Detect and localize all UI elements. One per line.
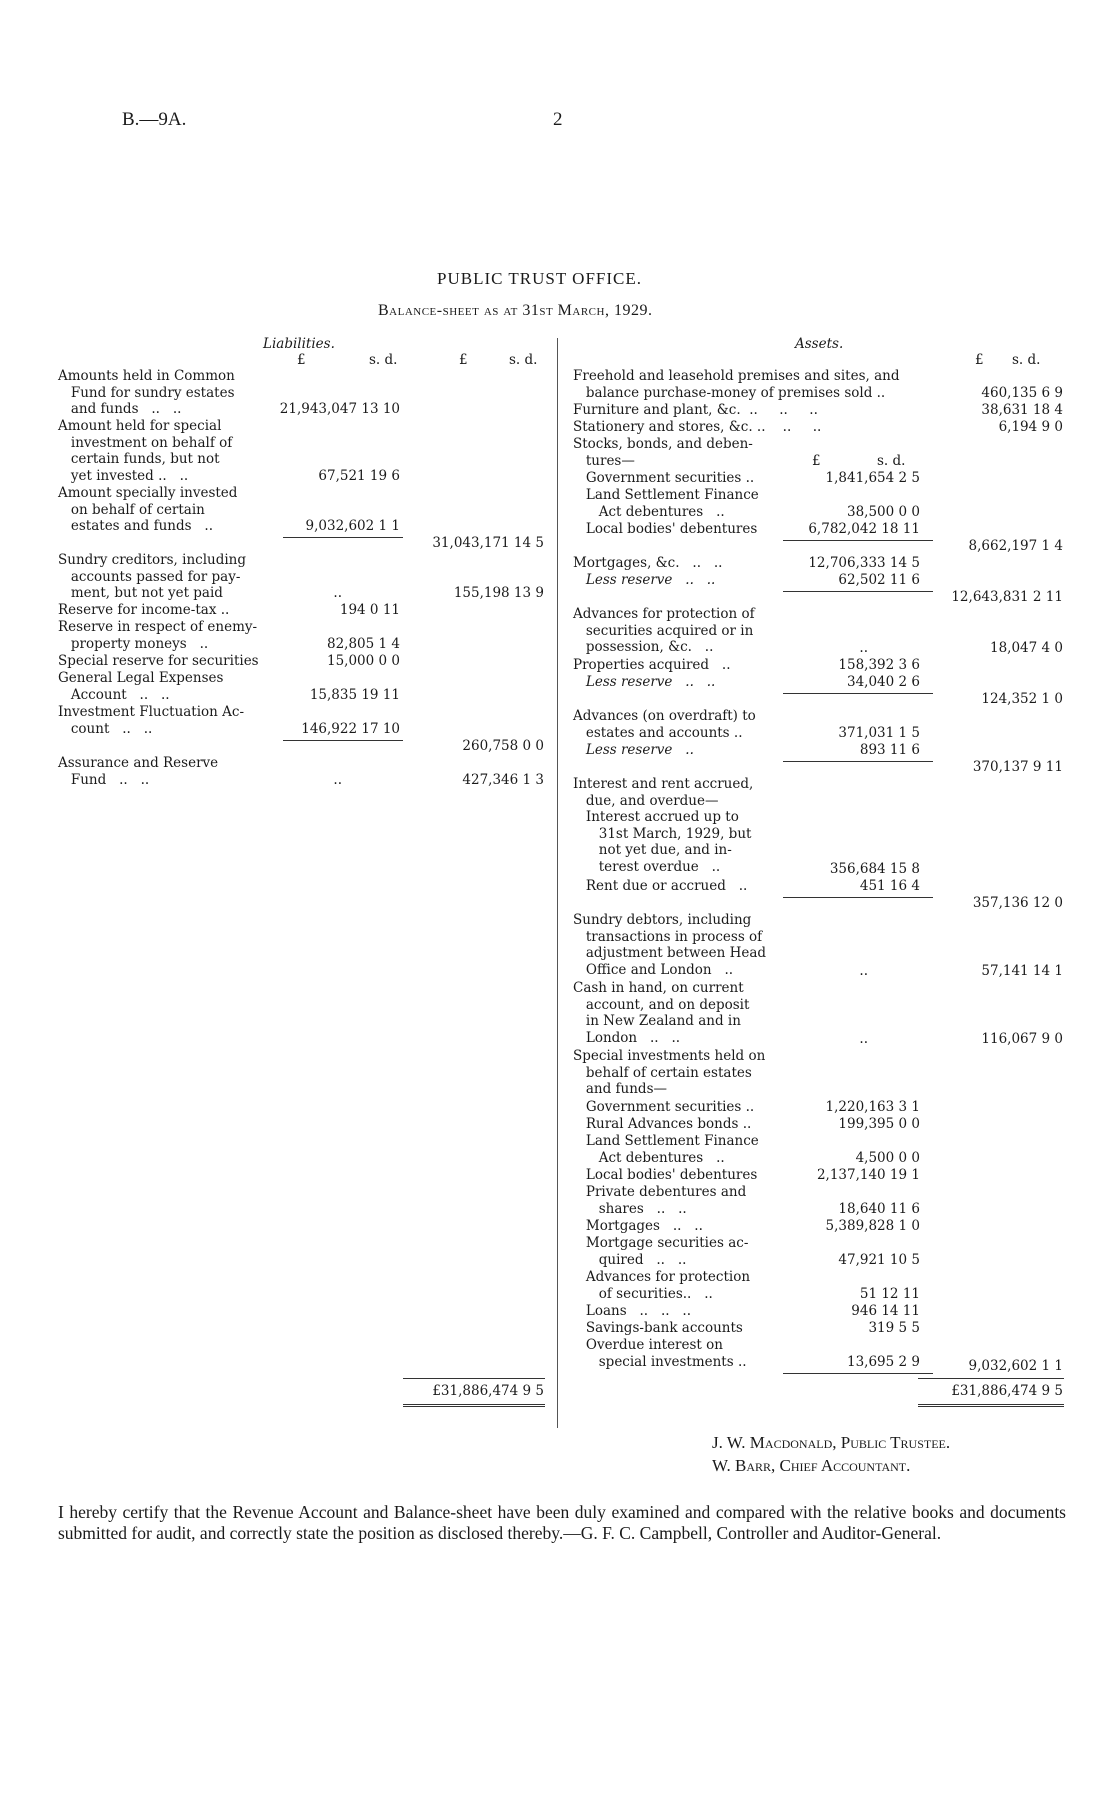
liab-grand-total-double-rule (403, 1404, 545, 1407)
asset-label-cash: Cash in hand, on current account, and on deposit in New Zealand and in London .. .. (573, 980, 750, 1046)
asset-amount-overdraft: 371,031 1 5 (838, 725, 920, 741)
asset-amount-si-government: 1,220,163 3 1 (825, 1099, 920, 1115)
asset-label-furniture: Furniture and plant, &c. .. .. .. (573, 402, 818, 418)
asset-rule-interest (783, 897, 933, 898)
liab-label-sundry-creditors: Sundry creditors, including accounts passed for pay- ment, but not yet paid (58, 552, 247, 602)
liab-amount-common-fund: 21,943,047 13 10 (279, 401, 400, 417)
asset-label-interest-accrued: Interest and rent accrued, due, and overdue— Interest accrued up to 31st March, 1929, but not yet due, and in- terest overdue .. (573, 776, 754, 875)
liab-label-enemy-property: Reserve in respect of enemy- property moneys .. (58, 619, 258, 652)
asset-amount-interest-accrued: 356,684 15 8 (829, 861, 920, 877)
asset-amount-sundry-debtors: .. (859, 963, 868, 979)
liab-amount-specially-invested: 9,032,602 1 1 (305, 518, 400, 534)
liab-label-legal-expenses: General Legal Expenses Account .. .. (58, 670, 224, 703)
liab-label-common-fund: Amounts held in Common Fund for sundry estates and funds .. .. (58, 368, 235, 418)
report-code: B.—9A. (122, 109, 187, 130)
asset-amount-si-mortgage-securities: 47,921 10 5 (838, 1252, 920, 1268)
asset-label-si-overdue-interest: Overdue interest on special investments .. (585, 1337, 747, 1370)
asset-amount-mortgages-reserve: 62,502 11 6 (838, 572, 920, 588)
asset-label-si-mortgage-securities: Mortgage securities ac- quired .. .. (585, 1235, 749, 1268)
asset-label-stocks-bonds: Stocks, bonds, and deben- tures— (573, 436, 753, 469)
asset-total-interest: 357,136 12 0 (972, 895, 1063, 911)
asset-total-special-investments: 9,032,602 1 1 (968, 1358, 1063, 1374)
asset-amount-si-private-debentures: 18,640 11 6 (838, 1201, 920, 1217)
liab-subtotal-rule-1 (283, 537, 403, 538)
asset-label-land-settlement: Land Settlement Finance Act debentures .. (585, 487, 759, 520)
signature-public-trustee: J. W. Macdonald, Public Trustee. (712, 1433, 951, 1452)
asset-total-cash: 116,067 9 0 (981, 1031, 1063, 1047)
asset-total-properties: 124,352 1 0 (981, 691, 1063, 707)
asset-amount-properties: 158,392 3 6 (838, 657, 920, 673)
asset-label-mortgages: Mortgages, &c. .. .. (573, 555, 723, 571)
liab-label-investment-fluctuation: Investment Fluctuation Ac- count .. .. (58, 704, 245, 737)
asset-col-pounds-1: £ (812, 453, 821, 469)
asset-label-sundry-debtors: Sundry debtors, including transactions in process of adjustment between Head Office and London .. (573, 912, 767, 978)
asset-col-pounds-2: £ (975, 352, 984, 368)
asset-amount-local-bodies: 6,782,042 18 11 (808, 521, 920, 537)
document-title: PUBLIC TRUST OFFICE. (437, 269, 642, 288)
liab-col-pounds-2: £ (459, 352, 468, 368)
asset-grand-total-double-rule (918, 1404, 1064, 1407)
liab-label-special-reserve: Special reserve for securities (58, 653, 259, 669)
liab-amount-assurance-fund: .. (333, 772, 342, 788)
liab-grand-total: £31,886,474 9 5 (432, 1383, 544, 1399)
asset-amount-government-securities: 1,841,654 2 5 (825, 470, 920, 486)
liab-amount-special-investment: 67,521 19 6 (318, 468, 400, 484)
asset-total-premises: 460,135 6 9 (981, 385, 1063, 401)
liab-subtotal-funds: 31,043,171 14 5 (432, 535, 544, 551)
liab-amount-sundry-creditors: .. (333, 585, 342, 601)
asset-amount-cash: .. (859, 1031, 868, 1047)
liab-total-sundry-creditors: 155,198 13 9 (453, 585, 544, 601)
asset-label-government-securities: Government securities .. (573, 470, 755, 486)
asset-col-sd-2: s. d. (1012, 352, 1041, 368)
asset-label-properties-reserve: Less reserve .. .. (573, 674, 716, 690)
liab-label-assurance-fund: Assurance and Reserve Fund .. .. (58, 755, 219, 788)
asset-label-overdraft: Advances (on overdraft) to estates and accounts .. (573, 708, 756, 741)
asset-amount-si-advances: 51 12 11 (859, 1286, 920, 1302)
liab-amount-special-reserve: 15,000 0 0 (327, 653, 400, 669)
asset-label-mortgages-reserve: Less reserve .. .. (573, 572, 716, 588)
asset-amount-si-rural-advances: 199,395 0 0 (838, 1116, 920, 1132)
asset-amount-land-settlement: 38,500 0 0 (847, 504, 920, 520)
asset-col-sd-1: s. d. (877, 453, 906, 469)
asset-amount-si-land-settlement: 4,500 0 0 (855, 1150, 920, 1166)
asset-total-furniture: 38,631 18 4 (981, 402, 1063, 418)
liab-amount-investment-fluctuation: 146,922 17 10 (301, 721, 400, 737)
asset-amount-advances-protection: .. (859, 640, 868, 656)
asset-label-premises: Freehold and leasehold premises and sites, and balance purchase-money of premises sold .. (573, 368, 900, 401)
asset-amount-si-mortgages: 5,389,828 1 0 (825, 1218, 920, 1234)
asset-label-advances-protection: Advances for protection of securities acquired or in possession, &c. .. (573, 606, 755, 656)
asset-amount-si-local-bodies: 2,137,140 19 1 (816, 1167, 920, 1183)
liab-subtotal-reserves: 260,758 0 0 (462, 738, 544, 754)
liab-amount-enemy-property: 82,805 1 4 (327, 636, 400, 652)
liab-grand-total-rule (403, 1378, 545, 1379)
asset-label-rent-due: Rent due or accrued .. (573, 878, 748, 894)
asset-rule-overdraft (783, 761, 933, 762)
asset-label-si-government: Government securities .. (573, 1099, 755, 1115)
asset-total-sundry-debtors: 57,141 14 1 (981, 963, 1063, 979)
audit-certificate: I hereby certify that the Revenue Account and Balance-sheet have been duly examined and compared with the relative books and documents submitted for audit, and correctly state the position as disclosed thereby.—G. F. C. Campbell, Controller and Auditor-General. (58, 1502, 1066, 1543)
asset-amount-si-loans: 946 14 11 (851, 1303, 920, 1319)
asset-rule-properties (783, 693, 933, 694)
liab-amount-income-tax: 194 0 11 (339, 602, 400, 618)
asset-label-si-mortgages: Mortgages .. .. (573, 1218, 703, 1234)
asset-amount-mortgages: 12,706,333 14 5 (808, 555, 920, 571)
asset-label-si-savings-bank: Savings-bank accounts (573, 1320, 743, 1336)
asset-amount-properties-reserve: 34,040 2 6 (847, 674, 920, 690)
asset-total-advances-protection: 18,047 4 0 (990, 640, 1063, 656)
liab-total-assurance-fund: 427,346 1 3 (462, 772, 544, 788)
asset-grand-total: £31,886,474 9 5 (951, 1383, 1063, 1399)
liab-col-sd-2: s. d. (509, 352, 538, 368)
asset-amount-si-savings-bank: 319 5 5 (868, 1320, 920, 1336)
asset-rule-mortgages (783, 591, 933, 592)
asset-label-si-rural-advances: Rural Advances bonds .. (573, 1116, 752, 1132)
asset-label-si-advances: Advances for protection of securities.. .. (585, 1269, 751, 1302)
asset-total-stationery: 6,194 9 0 (998, 419, 1063, 435)
liab-amount-legal-expenses: 15,835 19 11 (309, 687, 400, 703)
asset-amount-overdraft-reserve: 893 11 6 (859, 742, 920, 758)
asset-label-special-investments: Special investments held on behalf of certain estates and funds— (573, 1048, 766, 1098)
asset-label-si-land-settlement: Land Settlement Finance Act debentures .. (585, 1133, 759, 1166)
asset-total-overdraft: 370,137 9 11 (972, 759, 1063, 775)
asset-rule-stocks (783, 540, 933, 541)
liab-col-sd-1: s. d. (369, 352, 398, 368)
asset-label-properties: Properties acquired .. (573, 657, 731, 673)
asset-grand-total-rule (918, 1378, 1064, 1379)
signature-chief-accountant: W. Barr, Chief Accountant. (712, 1456, 911, 1475)
asset-label-local-bodies: Local bodies' debentures (573, 521, 758, 537)
document-subtitle: Balance-sheet as at 31st March, 1929. (378, 302, 653, 319)
asset-label-si-private-debentures: Private debentures and shares .. .. (585, 1184, 747, 1217)
asset-total-mortgages: 12,643,831 2 11 (951, 589, 1063, 605)
liab-subtotal-rule-2 (283, 740, 403, 741)
liabilities-heading: Liabilities. (263, 336, 335, 352)
liab-label-special-investment: Amount held for special investment on behalf of certain funds, but not yet invested .. .. (58, 418, 233, 484)
asset-total-stocks: 8,662,197 1 4 (968, 538, 1063, 554)
asset-label-overdraft-reserve: Less reserve .. (573, 742, 694, 758)
liab-col-pounds-1: £ (297, 352, 306, 368)
liab-label-specially-invested: Amount specially invested on behalf of certain estates and funds .. (58, 485, 238, 535)
asset-amount-rent-due: 451 16 4 (859, 878, 920, 894)
asset-amount-si-overdue-interest: 13,695 2 9 (847, 1354, 920, 1370)
column-divider (557, 338, 558, 1428)
assets-heading: Assets. (795, 336, 844, 352)
asset-rule-special-investments (783, 1373, 933, 1374)
asset-label-stationery: Stationery and stores, &c. .. .. .. (573, 419, 822, 435)
liab-label-income-tax: Reserve for income-tax .. (58, 602, 230, 618)
page-number: 2 (553, 109, 563, 130)
asset-label-si-loans: Loans .. .. .. (573, 1303, 692, 1319)
asset-label-si-local-bodies: Local bodies' debentures (573, 1167, 758, 1183)
